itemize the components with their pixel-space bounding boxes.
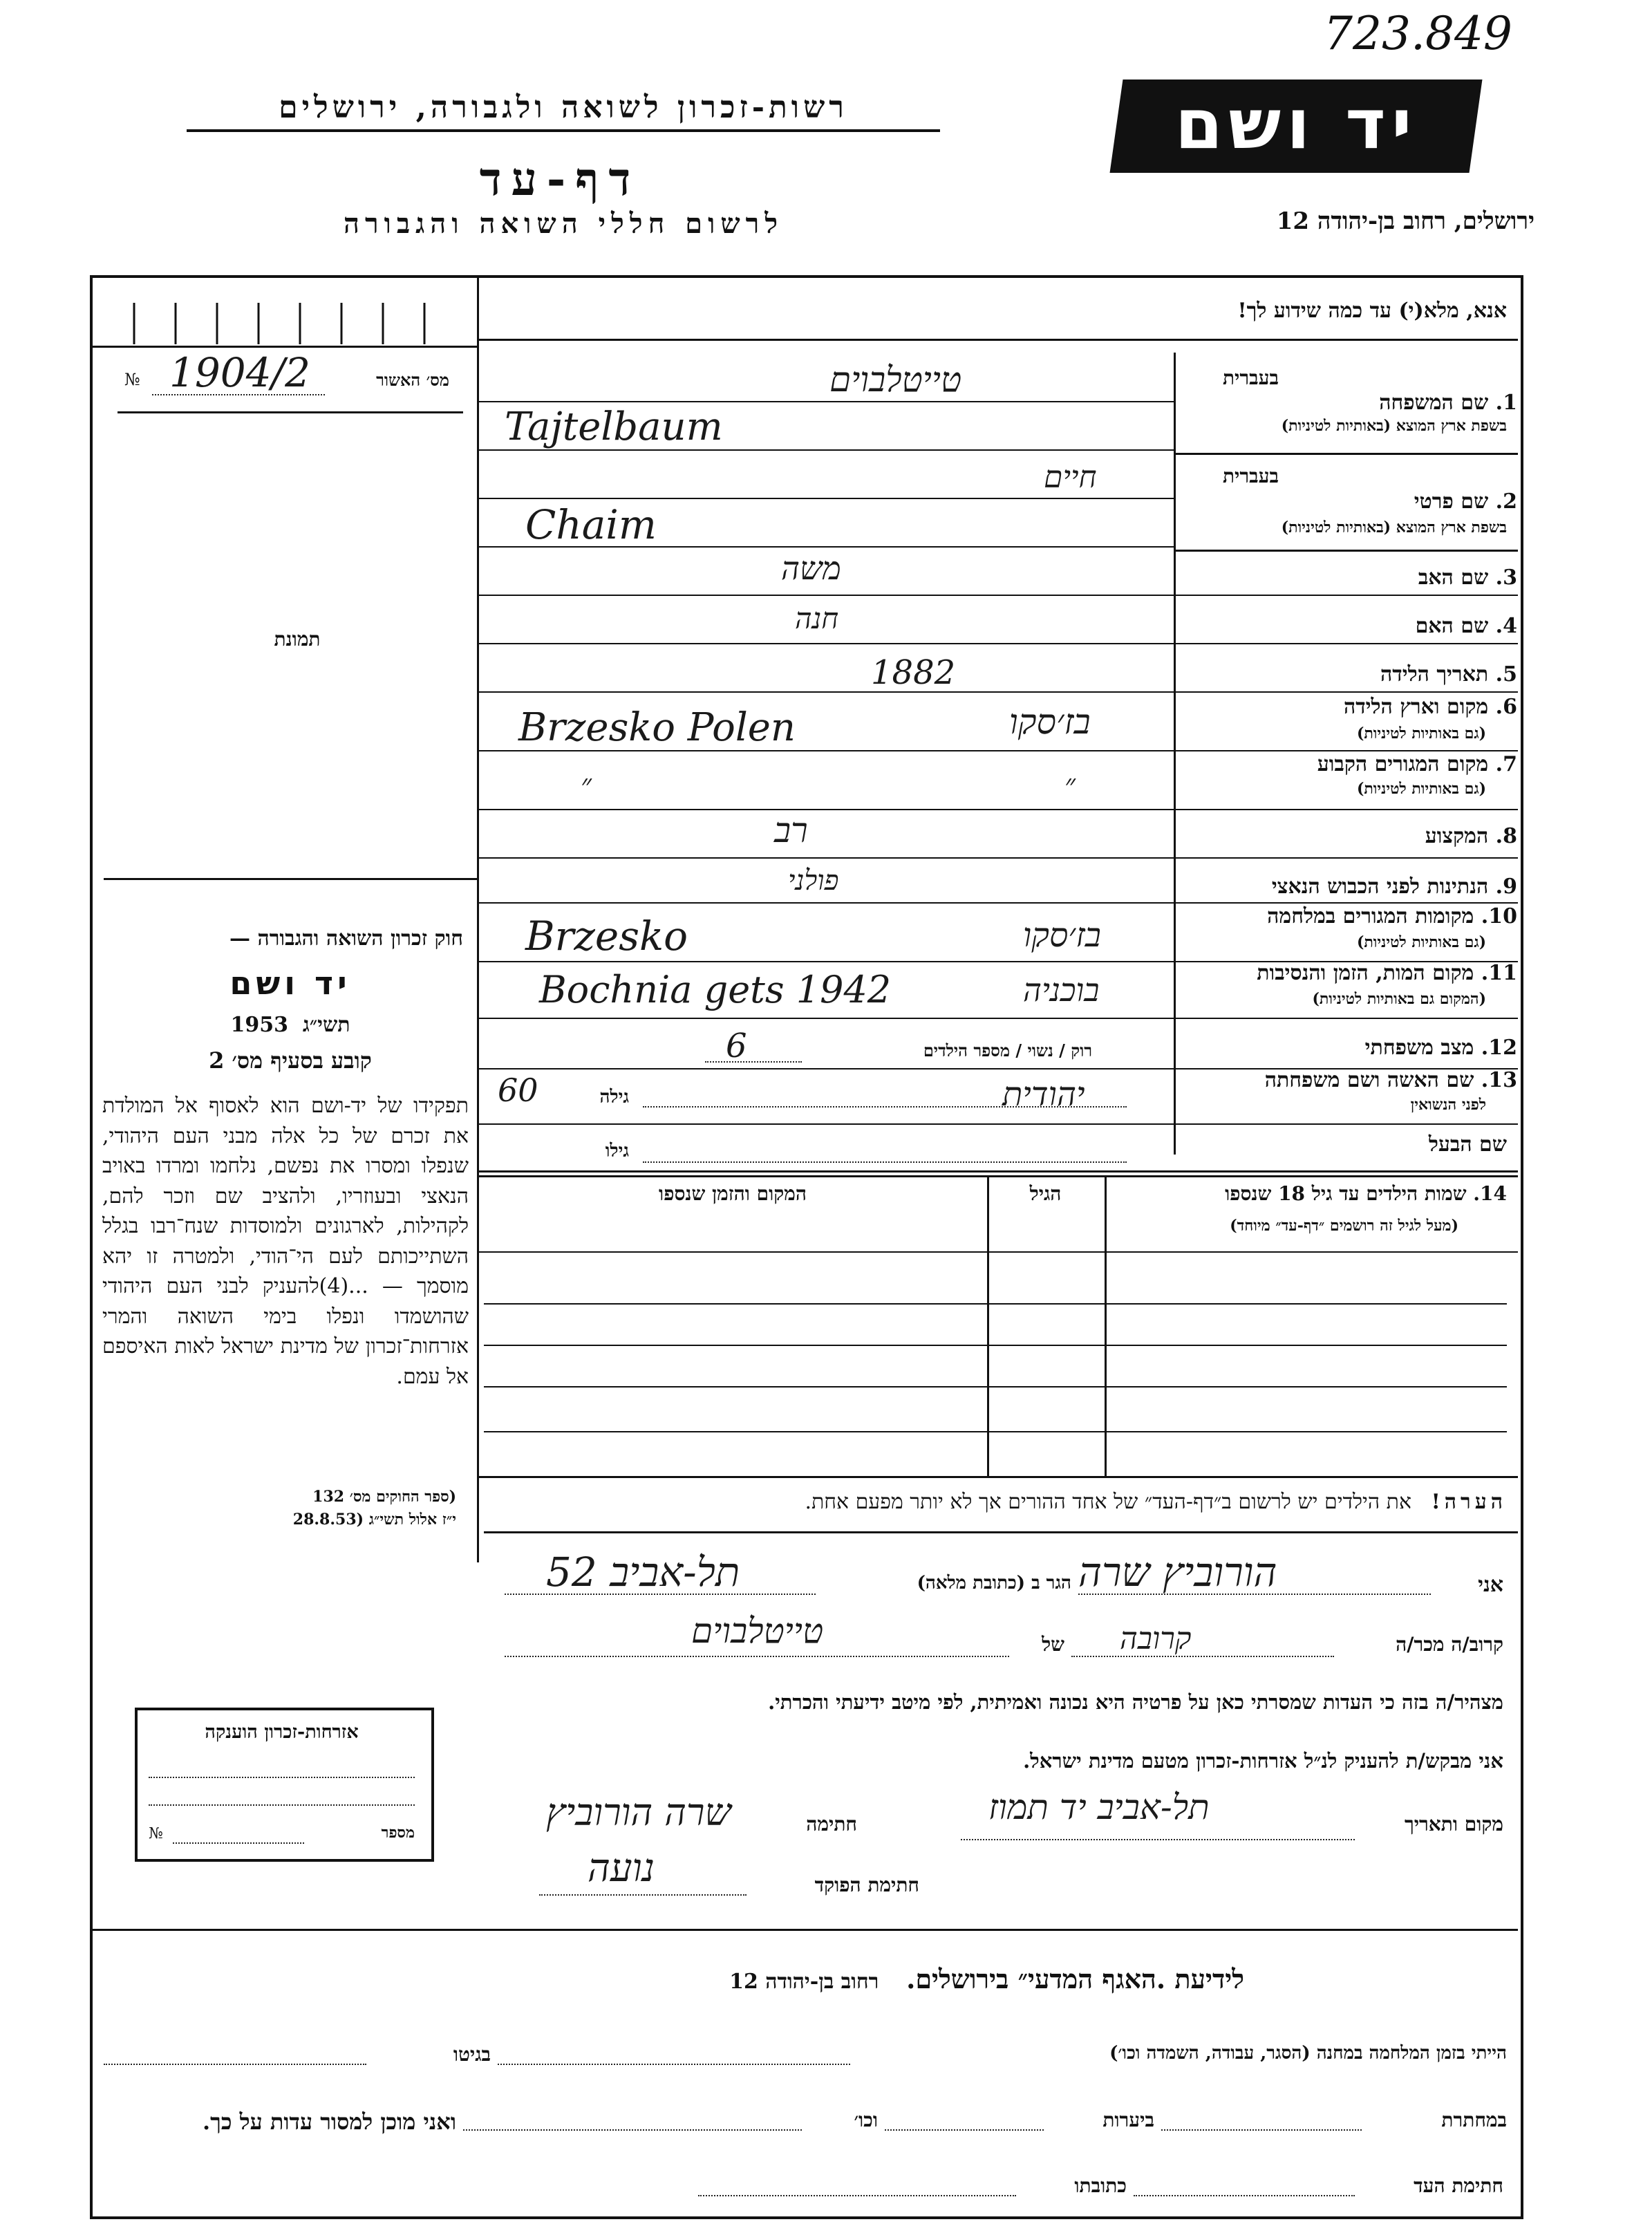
field7-value-ditto: ״: [1064, 767, 1076, 801]
field13-label-text: שם האשה ושם משפחתה: [1264, 1068, 1474, 1092]
declarant-i-label: אני: [1478, 1573, 1503, 1597]
field10-value-hebrew: בז׳סקו: [1023, 916, 1101, 955]
field1-lang-b: בשפת ארץ המוצא (באותיות לטיניות): [1281, 417, 1507, 435]
archive-number: 723.849: [1324, 7, 1512, 60]
husband-age-label: גילו: [605, 1141, 629, 1161]
footer-line2-c: וכו׳: [854, 2109, 878, 2131]
footer-heading: [484, 1963, 1244, 1995]
field10-value: Brzesko: [525, 913, 688, 960]
address-header: ירושלים, רחוב בן-יהודה 12: [1276, 207, 1534, 235]
remark-label: הערה!: [1431, 1490, 1507, 1514]
form-subtitle: לרשום חללי השואה והגבורה: [343, 207, 784, 240]
law-date: י״ז אלול תשי״ג (28.8.53: [292, 1511, 456, 1529]
law-year: [180, 1013, 401, 1037]
field12-value: 6: [726, 1027, 747, 1065]
field8-label-text: המקצוע: [1425, 824, 1489, 848]
approval-label: מס׳ האשור: [376, 370, 449, 390]
field12-options: רוק / נשוי / מספר הילדים: [923, 1040, 1092, 1061]
law-year-number: 1953: [230, 1013, 288, 1037]
children-col-age: הגיל: [1029, 1182, 1062, 1205]
field11-label-text: מקום המות, הזמן והנסיבות: [1257, 961, 1474, 985]
field13-age-label: גילה: [599, 1087, 629, 1108]
field13-num: 13.: [1481, 1068, 1517, 1092]
field11-value: Bochnia gets 1942: [539, 968, 892, 1011]
field6-note: (גם באותיות לטיניות): [1356, 725, 1486, 742]
declarant-declaration: מצהיר/ה בזה כי העדות שמסרתי כאן על פרטיה היא נכונה ואמיתית, לפי מיטב ידיעתי והכרתי.: [768, 1690, 1503, 1714]
citizenship-no-mark: №: [149, 1825, 163, 1842]
remark: [484, 1490, 1507, 1514]
field8-num: 8.: [1495, 824, 1517, 848]
field2-lang-a: בעברית: [1222, 465, 1279, 487]
footer-line2-b: ביערות: [1102, 2109, 1154, 2131]
field6-value-hebrew: בז׳סקו: [1009, 702, 1091, 742]
tick-row: [93, 275, 480, 351]
officer-signature-label: חתימת הפוקד: [814, 1874, 919, 1896]
footer-line3-a: חתימת העד: [1414, 2174, 1503, 2197]
citizenship-number-label: מספר: [381, 1824, 415, 1842]
field10-label: [1223, 904, 1517, 928]
law-title: חוק זכרון השואה והגבורה —: [229, 926, 463, 951]
declarant-name: הורוביץ שרה: [1078, 1549, 1277, 1596]
field13-label: [1223, 1068, 1517, 1092]
field10-label-text: מקומות המגורים במלחמה: [1267, 904, 1474, 928]
field9-label-text: הנתינות לפני הכבוש הנאצי: [1271, 875, 1489, 899]
instruction: אנא, מלא(י) עד כמה שידוע לך!: [1237, 299, 1507, 323]
children-title: [1106, 1182, 1507, 1206]
law-clause: קובע בסעיף מס׳ 2: [209, 1047, 372, 1074]
children-note: (מעל לגיל זה רושמים ״דף-עד״ מיוחד): [1230, 1217, 1458, 1235]
field2-value-hebrew: חיים: [1044, 460, 1097, 495]
field2-label: [1223, 489, 1517, 514]
field9-label: [1223, 875, 1517, 899]
declarant-relation: קרובה: [1120, 1621, 1192, 1656]
field2-value-latin: Chaim: [525, 501, 657, 548]
field7-note: (גם באותיות לטיניות): [1356, 780, 1486, 798]
field13-age: 60: [498, 1072, 538, 1109]
field1-lang-a: בעברית: [1222, 366, 1279, 389]
field2-num: 2.: [1495, 489, 1517, 514]
field13-value: יהודית: [1002, 1075, 1085, 1114]
remark-text: את הילדים יש לרשום ב״דף-העד״ של אחד ההורים אך לא יותר מפעם אחת.: [805, 1490, 1411, 1514]
declarant-relation-label: קרוב/ה מכר/ה: [1396, 1633, 1503, 1656]
declarant-of-value: טייטלבוים: [691, 1611, 824, 1651]
field9-value: פולני: [788, 865, 839, 897]
field7-label: [1223, 752, 1517, 776]
children-title-text: שמות הילדים עד גיל 18 שנספו: [1225, 1182, 1467, 1205]
field2-lang-b: בשפת ארץ המוצא (באותיות לטיניות): [1281, 518, 1507, 536]
field6-label: [1223, 695, 1517, 719]
field7-label-text: מקום המגורים הקבוע: [1317, 752, 1489, 776]
field6-value: Brzesko Polen: [518, 705, 796, 750]
field11-note: (המקום גם באותיות לטיניות): [1312, 990, 1486, 1008]
field12-num: 12.: [1481, 1036, 1517, 1060]
children-num: 14.: [1473, 1182, 1507, 1205]
field5-label: [1223, 662, 1517, 686]
field10-note: (גם באותיות לטיניות): [1356, 933, 1486, 951]
footer-line3-b: כתובתו: [1074, 2174, 1127, 2197]
law-year-hebrew: תשי״ג: [302, 1013, 350, 1037]
footer-heading-text: לידיעת .האגף המדעי״ בירושלים.: [906, 1963, 1244, 1994]
field12-label: [1223, 1036, 1517, 1060]
field1-label: [1223, 391, 1517, 415]
declarant-request: אני מבקש/ת להעניק לנ״ל אזרחות-זכרון מטעם מדינת ישראל.: [1023, 1749, 1503, 1773]
logo-text: יד ושם: [1174, 84, 1418, 165]
officer-signature: נועה: [588, 1846, 655, 1891]
law-logo: יד ושם: [229, 964, 351, 1002]
field3-label-text: שם האב: [1418, 566, 1489, 590]
field6-num: 6.: [1495, 695, 1517, 719]
field4-value: חנה: [795, 601, 839, 635]
declarant-of-label: של: [1042, 1633, 1064, 1656]
field5-value: 1882: [871, 653, 956, 692]
approval-value: 1904/2: [169, 349, 311, 396]
place-date-label: מקום ותאריך: [1404, 1813, 1503, 1835]
field1-num: 1.: [1495, 391, 1517, 415]
field9-num: 9.: [1495, 875, 1517, 899]
field3-value: משה: [781, 550, 841, 587]
field11-label: [1223, 961, 1517, 985]
declarant-address: תל-אביב 52: [546, 1549, 740, 1596]
field12-label-text: מצב משפחתי: [1364, 1036, 1474, 1060]
footer-address: רחוב בן-יהודה 12: [729, 1970, 879, 1994]
field7-num: 7.: [1495, 752, 1517, 776]
field4-label: [1223, 614, 1517, 638]
field5-num: 5.: [1495, 662, 1517, 686]
photo-label: תמונת: [274, 628, 321, 651]
field1-value-latin: Tajtelbaum: [505, 404, 723, 449]
field4-label-text: שם האם: [1415, 614, 1489, 638]
field13-note: לפני הנשואין: [1410, 1096, 1486, 1114]
footer-line2-a: במחתרת: [1441, 2109, 1507, 2131]
field8-value: רב: [774, 810, 808, 850]
field4-num: 4.: [1495, 614, 1517, 638]
husband-label: שם הבעל: [1428, 1132, 1507, 1157]
field11-value-hebrew: בוכניה: [1023, 971, 1100, 1009]
authority-heading: רשות-זכרון לשואה ולגבורה, ירושלים: [187, 90, 940, 132]
field7-value: ״: [581, 767, 592, 801]
footer-line2-d: ואני מוכן למסור עדות על כך.: [202, 2109, 456, 2135]
footer-line1-a: הייתי בזמן המלחמה במחנה (הסגר, עבודה, השמדה וכו׳): [1109, 2043, 1507, 2064]
field10-num: 10.: [1481, 904, 1517, 928]
children-col-place: המקום והזמן שנספו: [659, 1182, 807, 1205]
field8-label: [1223, 824, 1517, 848]
field5-label-text: תאריך הלידה: [1380, 662, 1489, 686]
field11-num: 11.: [1481, 961, 1517, 985]
signature-label: חתימה: [806, 1813, 857, 1835]
field3-num: 3.: [1495, 566, 1517, 590]
field1-label-text: שם המשפחה: [1379, 391, 1489, 415]
law-text: תפקידו של יד-ושם הוא לאסוף אל המולדת את זכרם של כל אלה מבני העם היהודי, שנפלו ומסרו את נפשם, נלחמו ומרדו באויב הנאצי ובעוזריו, ולהציב שם וזכר להם, לקהילות, לארגונים ולמוסדות שנח־רבו בגלל השתייכותם לעם הי־הודי, ולמטרה זו יהא מוסמך — ...(4)להעניק לבני העם היהודי שהושמדו ונפלו בימי השואה והמרי אזרחות־זכרון של מדינת ישראל לאות האיספם אל עמם.: [102, 1094, 469, 1389]
field2-label-text: שם פרטי: [1414, 489, 1489, 514]
citizenship-title: אזרחות-זכרון הוענקה: [205, 1721, 359, 1743]
field1-value-hebrew: טייטלבוים: [829, 359, 962, 400]
place-date-value: תל-אביב יד תמוז: [988, 1787, 1210, 1827]
signature-value: שרה הורוביץ: [546, 1791, 731, 1834]
field3-label: [1223, 566, 1517, 590]
footer-line1-b: בגיטו: [453, 2043, 491, 2066]
law-source: (ספר החוקים מס׳ 132: [312, 1488, 456, 1506]
declarant-resident-label: הגר ב (כתובת מלאה): [917, 1573, 1071, 1594]
approval-no-mark: №: [124, 370, 140, 389]
field6-label-text: מקום וארץ הלידה: [1343, 695, 1489, 719]
form-title: דף-עד: [479, 152, 641, 206]
